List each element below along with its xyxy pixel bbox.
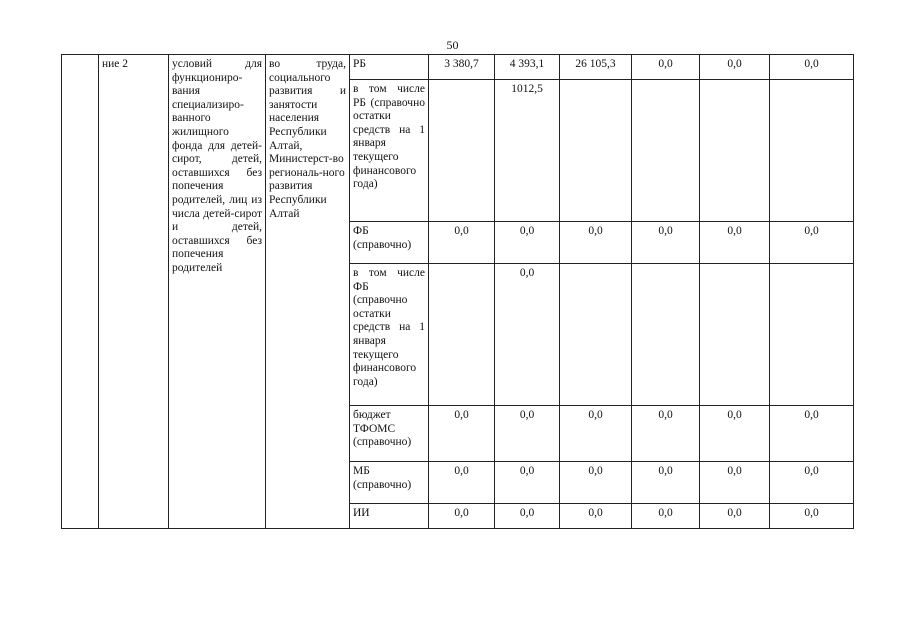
table-row [62, 55, 854, 80]
value-cell: 0,0 [495, 264, 560, 406]
budget-table [61, 54, 854, 529]
value-cell: 4 393,1 [495, 55, 560, 80]
value-cell: 0,0 [495, 406, 560, 462]
value-cell: 0,0 [560, 462, 632, 504]
source-cell: в том числе РБ (справочно остатки средств на 1 января текущего финансового года) [350, 80, 429, 222]
value-cell [700, 80, 770, 222]
value-cell [560, 80, 632, 222]
source-cell: бюджет ТФОМС (справочно) [350, 406, 429, 462]
value-cell: 0,0 [770, 406, 854, 462]
value-cell: 0,0 [700, 222, 770, 264]
value-cell: 1012,5 [495, 80, 560, 222]
value-cell: 0,0 [770, 55, 854, 80]
value-cell [770, 80, 854, 222]
value-cell: 0,0 [700, 462, 770, 504]
value-cell: 0,0 [700, 406, 770, 462]
source-cell: в том числе ФБ (справочно остатки средств на 1 января текущего финансового года) [350, 264, 429, 406]
empty-cell [62, 55, 99, 529]
value-cell: 0,0 [560, 406, 632, 462]
value-cell: 0,0 [429, 504, 495, 529]
source-cell: МБ (справочно) [350, 462, 429, 504]
source-cell: РБ [350, 55, 429, 80]
value-cell: 0,0 [560, 504, 632, 529]
value-cell: 0,0 [700, 504, 770, 529]
source-cell: ИИ [350, 504, 429, 529]
executor-cell: во труда, социального развития и занятости населения Республики Алтай, Министерст-во региональ-ного развития Республики Алтай [266, 55, 350, 529]
value-cell [429, 264, 495, 406]
value-cell: 0,0 [429, 222, 495, 264]
value-cell: 0,0 [632, 462, 700, 504]
value-cell [560, 264, 632, 406]
value-cell: 0,0 [632, 222, 700, 264]
measure-name-cell: условий для функциониро-вания специализиро-ванного жилищного фонда для детей-сирот, детей, оставшихся без попечения родителей, лиц из числа детей-сирот и детей, оставшихся без попечения родителей [169, 55, 266, 529]
value-cell [770, 264, 854, 406]
value-cell [632, 264, 700, 406]
value-cell: 0,0 [770, 504, 854, 529]
value-cell: 3 380,7 [429, 55, 495, 80]
page-number: 50 [446, 38, 459, 52]
value-cell: 0,0 [632, 504, 700, 529]
row-number-cell: ние 2 [99, 55, 169, 529]
value-cell [700, 264, 770, 406]
value-cell: 0,0 [770, 222, 854, 264]
source-cell: ФБ (справочно) [350, 222, 429, 264]
value-cell: 0,0 [429, 462, 495, 504]
value-cell: 0,0 [700, 55, 770, 80]
value-cell: 0,0 [429, 406, 495, 462]
value-cell: 0,0 [632, 55, 700, 80]
value-cell: 0,0 [495, 504, 560, 529]
value-cell: 0,0 [770, 462, 854, 504]
value-cell [632, 80, 700, 222]
value-cell: 0,0 [495, 222, 560, 264]
value-cell: 0,0 [495, 462, 560, 504]
value-cell: 0,0 [560, 222, 632, 264]
value-cell [429, 80, 495, 222]
value-cell: 26 105,3 [560, 55, 632, 80]
value-cell: 0,0 [632, 406, 700, 462]
